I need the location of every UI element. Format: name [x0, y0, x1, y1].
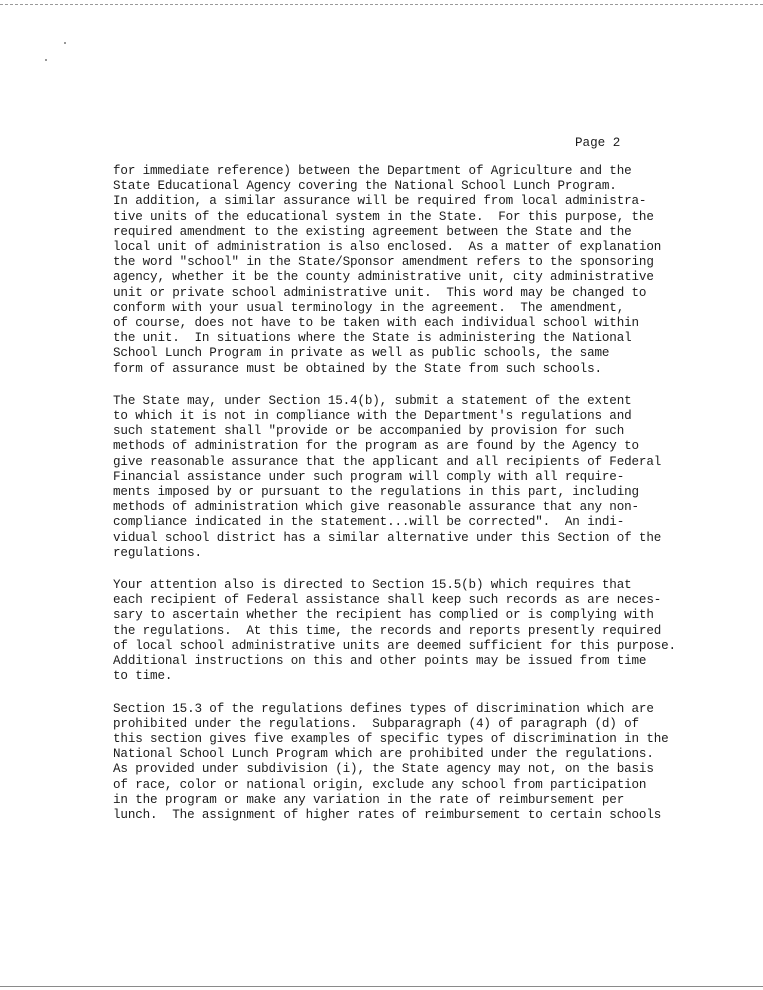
paragraph — [113, 394, 693, 561]
text-line: vidual school district has a similar alternative under this Section of the — [113, 530, 662, 545]
text-line: prohibited under the regulations. Subparagraph (4) of paragraph (d) of — [113, 716, 639, 731]
text-line: conform with your usual terminology in the agreement. The amendment, — [113, 300, 625, 315]
text-line: of race, color or national origin, exclude any school from participation — [113, 777, 647, 792]
paragraph — [113, 578, 693, 684]
text-line: the word "school" in the State/Sponsor amendment refers to the sponsoring — [113, 255, 654, 270]
text-line: National School Lunch Program which are prohibited under the regulations. — [113, 747, 654, 762]
text-line: of local school administrative units are deemed sufficient for this purpose. — [113, 638, 676, 653]
paragraph — [113, 702, 693, 824]
paragraph — [113, 164, 693, 377]
scan-speck — [64, 42, 66, 44]
text-line: Your attention also is directed to Section 15.5(b) which requires that — [113, 578, 632, 593]
text-line: local unit of administration is also enclosed. As a matter of explanation — [113, 240, 662, 255]
text-line: State Educational Agency covering the National School Lunch Program. — [113, 179, 617, 194]
text-line: each recipient of Federal assistance shall keep such records as are neces- — [113, 593, 662, 608]
text-line: to which it is not in compliance with the Department's regulations and — [113, 409, 632, 424]
text-line: in the program or make any variation in the rate of reimbursement per — [113, 792, 625, 807]
text-line: Financial assistance under such program will comply with all require- — [113, 469, 625, 484]
text-line: methods of administration for the program as are found by the Agency to — [113, 439, 639, 454]
text-line: to time. — [113, 669, 173, 684]
text-line: tive units of the educational system in the State. For this purpose, the — [113, 209, 654, 224]
text-line: methods of administration which give reasonable assurance that any non- — [113, 500, 639, 515]
text-line: the unit. In situations where the State is administering the National — [113, 331, 632, 346]
text-line: required amendment to the existing agreement between the State and the — [113, 224, 632, 239]
text-line: sary to ascertain whether the recipient has complied or is complying with — [113, 608, 654, 623]
text-line: this section gives five examples of specific types of discrimination in the — [113, 731, 669, 746]
text-line: regulations. — [113, 545, 202, 560]
text-line: School Lunch Program in private as well as public schools, the same — [113, 346, 610, 361]
bottom-scan-border — [0, 986, 763, 987]
text-line: give reasonable assurance that the applicant and all recipients of Federal — [113, 454, 662, 469]
text-line: The State may, under Section 15.4(b), submit a statement of the extent — [113, 393, 632, 408]
text-line: for immediate reference) between the Department of Agriculture and the — [113, 164, 632, 178]
text-line: Section 15.3 of the regulations defines types of discrimination which are — [113, 701, 654, 716]
letter-body — [113, 164, 693, 840]
text-line: unit or private school administrative unit. This word may be changed to — [113, 285, 647, 300]
scan-speck — [45, 59, 47, 61]
page-number: Page 2 — [575, 136, 621, 150]
text-line: As provided under subdivision (i), the State agency may not, on the basis — [113, 762, 654, 777]
text-line: of course, does not have to be taken with each individual school within — [113, 316, 639, 331]
text-line: Additional instructions on this and other points may be issued from time — [113, 654, 647, 669]
text-line: the regulations. At this time, the records and reports presently required — [113, 623, 662, 638]
text-line: lunch. The assignment of higher rates of reimbursement to certain schools — [113, 807, 662, 822]
text-line: ments imposed by or pursuant to the regulations in this part, including — [113, 485, 639, 500]
text-line: compliance indicated in the statement...will be corrected". An indi- — [113, 515, 625, 530]
text-line: In addition, a similar assurance will be required from local administra- — [113, 194, 647, 209]
top-scan-border — [0, 4, 763, 5]
text-line: such statement shall "provide or be accompanied by provision for such — [113, 424, 625, 439]
text-line: agency, whether it be the county administrative unit, city administrative — [113, 270, 654, 285]
text-line: form of assurance must be obtained by the State from such schools. — [113, 361, 602, 376]
